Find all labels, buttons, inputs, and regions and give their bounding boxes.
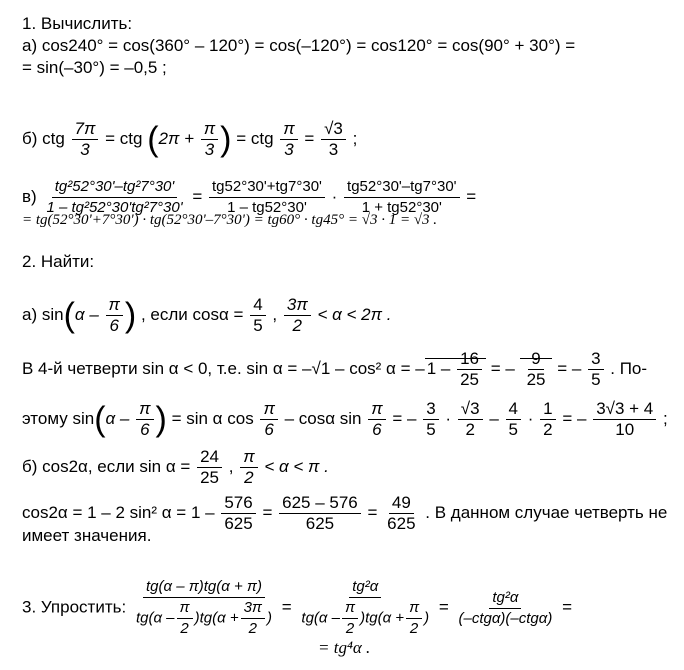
task2-heading: 2. Найти:: [22, 252, 95, 271]
task1-c-label: в): [22, 186, 37, 206]
task2-b-fraction-2: $\frac{\pi}{2}$: [240, 448, 257, 487]
task3-fraction-2: tg²α tg(α – $\frac{\pi}{2}$ )tg(α + $\frac{\pi}{2}$ ): [301, 578, 430, 637]
task3-expression: 3. Упростить: tg(α – π)tg(α + π) tg(α – $\frac{\pi}{2}$ )tg(α + $\frac{3\pi}{2}$ ) = tg²α tg(α – $\frac{\pi}{2}$ )tg(α + $\frac{\pi}{2}$ ) = $\frac{\text{tg²α}}{\text{(–ctgα)(–ctgα)}}$ =: [22, 578, 572, 637]
task1-c-fraction-1: $\frac{\text{tg²52°30'–tg²7°30'}}{\text{1 – tg²52°30'tg²7°30'}}$: [46, 178, 183, 216]
task3-result: = tg⁴α .: [318, 638, 371, 657]
task2-b-expression: б) cos2α, если sin α = $\frac{24}{25}$ , $\frac{\pi}{2}$ < α < π .: [22, 447, 329, 487]
task2-b-sol-fraction-1: $\frac{576}{625}$: [221, 494, 255, 533]
task2-a-sol2-fraction-5: $\frac{√3}{2}$: [458, 400, 483, 439]
task2-a-expression: а) sin(α – $\frac{\pi}{6}$ ) , если cosα = $\frac{4}{5}$ , $\frac{3\pi}{2}$ < α < 2π .: [22, 295, 392, 335]
task1-b-fraction-4: $\frac{√3}{3}$: [321, 120, 346, 159]
task2-a-solution-line2: этому sin(α – $\frac{\pi}{6}$ ) = sin α cos $\frac{\pi}{6}$ – cosα sin $\frac{\pi}{6}$ = – $\frac{3}{5}$ · $\frac{√3}{2}$ – $\frac{4}{5}$ · $\frac{1}{2}$ = – $\frac{3√3 + 4}{10}$ ;: [22, 399, 668, 439]
task1-b-fraction-3: $\frac{\pi}{3}$: [280, 120, 297, 159]
task2-b-solution-line2: имеет значения.: [22, 526, 152, 545]
task2-b-sol-fraction-2: $\frac{625 - 576}{625}$: [279, 494, 361, 533]
task2-a-sol2-fraction-2: $\frac{\pi}{6}$: [260, 400, 277, 439]
task2-b-fraction-1: $\frac{24}{25}$: [197, 448, 222, 487]
task1-c-expression: в) $\frac{\text{tg²52°30'–tg²7°30'}}{\text{1 – tg²52°30'tg²7°30'}}$ = $\frac{tg52^\circ 30'+tg7^\circ 30'}{1 - tg52^\circ 30'}$ · $\frac{tg52^\circ 30'-tg7^\circ 30'}{1 + tg52^\circ 30'}$ =: [22, 178, 477, 216]
task2-a-sol1-fraction-2: $\frac{9}{25}$: [526, 349, 546, 389]
task1-a-line2: = sin(–30°) = –0,5 ;: [22, 58, 167, 77]
task1-heading: 1. Вычислить:: [22, 14, 133, 33]
task1-c-line2: = tg(52°30'+7°30') · tg(52°30'–7°30') = tg60° · tg45° = √3 · 1 = √3 .: [22, 212, 438, 228]
task1-c-fraction-2: $\frac{tg52^\circ 30'+tg7^\circ 30'}{1 - tg52^\circ 30'}$: [209, 178, 325, 217]
task2-a-sol2-fraction-6: $\frac{4}{5}$: [506, 400, 521, 439]
task2-a-sol2-fraction-7: $\frac{1}{2}$: [540, 400, 555, 439]
task2-a-sol1-fraction-3: $\frac{3}{5}$: [588, 350, 603, 389]
task2-b-solution: cos2α = 1 – 2 sin² α = 1 – $\frac{576}{625}$ = $\frac{625 - 576}{625}$ = $\frac{49}{625}$ . В данном случае четверть не: [22, 493, 668, 533]
task3-fraction-1: tg(α – π)tg(α + π) tg(α – $\frac{\pi}{2}$ )tg(α + $\frac{3\pi}{2}$ ): [135, 578, 272, 637]
task1-c-fraction-3: $\frac{tg52^\circ 30'-tg7^\circ 30'}{1 + tg52^\circ 30'}$: [344, 178, 459, 217]
task1-a-line1: а) cos240° = cos(360° – 120°) = cos(–120°) = cos120° = cos(90° + 30°) =: [22, 36, 576, 55]
task2-a-fraction-2: $\frac{4}{5}$: [250, 296, 265, 335]
task2-a-sol2-fraction-1: $\frac{\pi}{6}$: [136, 400, 153, 439]
task1-b-label: б) ctg: [22, 128, 65, 148]
task2-a-solution-line1: В 4-й четверти sin α < 0, т.е. sin α = –√1 – cos² α = – 1 – $\frac{16}{25}$ = – $\frac{9}{25}$ = – $\frac{3}{5}$ . По-: [22, 349, 648, 389]
task2-a-sol2-fraction-4: $\frac{3}{5}$: [423, 400, 438, 439]
task2-a-fraction-1: $\frac{\pi}{6}$: [106, 296, 123, 335]
task1-b-expression: б) ctg $\frac{7\pi}{3}$ = ctg (2π + $\frac{\pi}{3}$ ) = ctg $\frac{\pi}{3}$ = $\frac{√3}{3}$ ;: [22, 119, 358, 159]
task2-a-sol2-fraction-3: $\frac{\pi}{6}$: [368, 400, 385, 439]
task2-a-sol2-fraction-8: $\frac{3√3 + 4}{10}$: [593, 400, 656, 439]
task2-a-label: а) sin: [22, 304, 64, 324]
task2-b-label: б) cos2α, если sin α =: [22, 456, 191, 476]
task2-a-fraction-3: $\frac{3\pi}{2}$: [284, 296, 311, 335]
task3-heading: 3. Упростить:: [22, 597, 127, 617]
task3-fraction-3: $\frac{\text{tg²α}}{\text{(–ctgα)(–ctgα)}}$: [458, 588, 553, 627]
task1-b-fraction-1: $\frac{7\pi}{3}$: [72, 120, 99, 159]
task1-b-fraction-2: $\frac{\pi}{3}$: [201, 120, 218, 159]
task2-b-sol-fraction-3: $\frac{49}{625}$: [387, 493, 416, 533]
task2-a-sol1-fraction-1: $\frac{16}{25}$: [457, 350, 482, 389]
